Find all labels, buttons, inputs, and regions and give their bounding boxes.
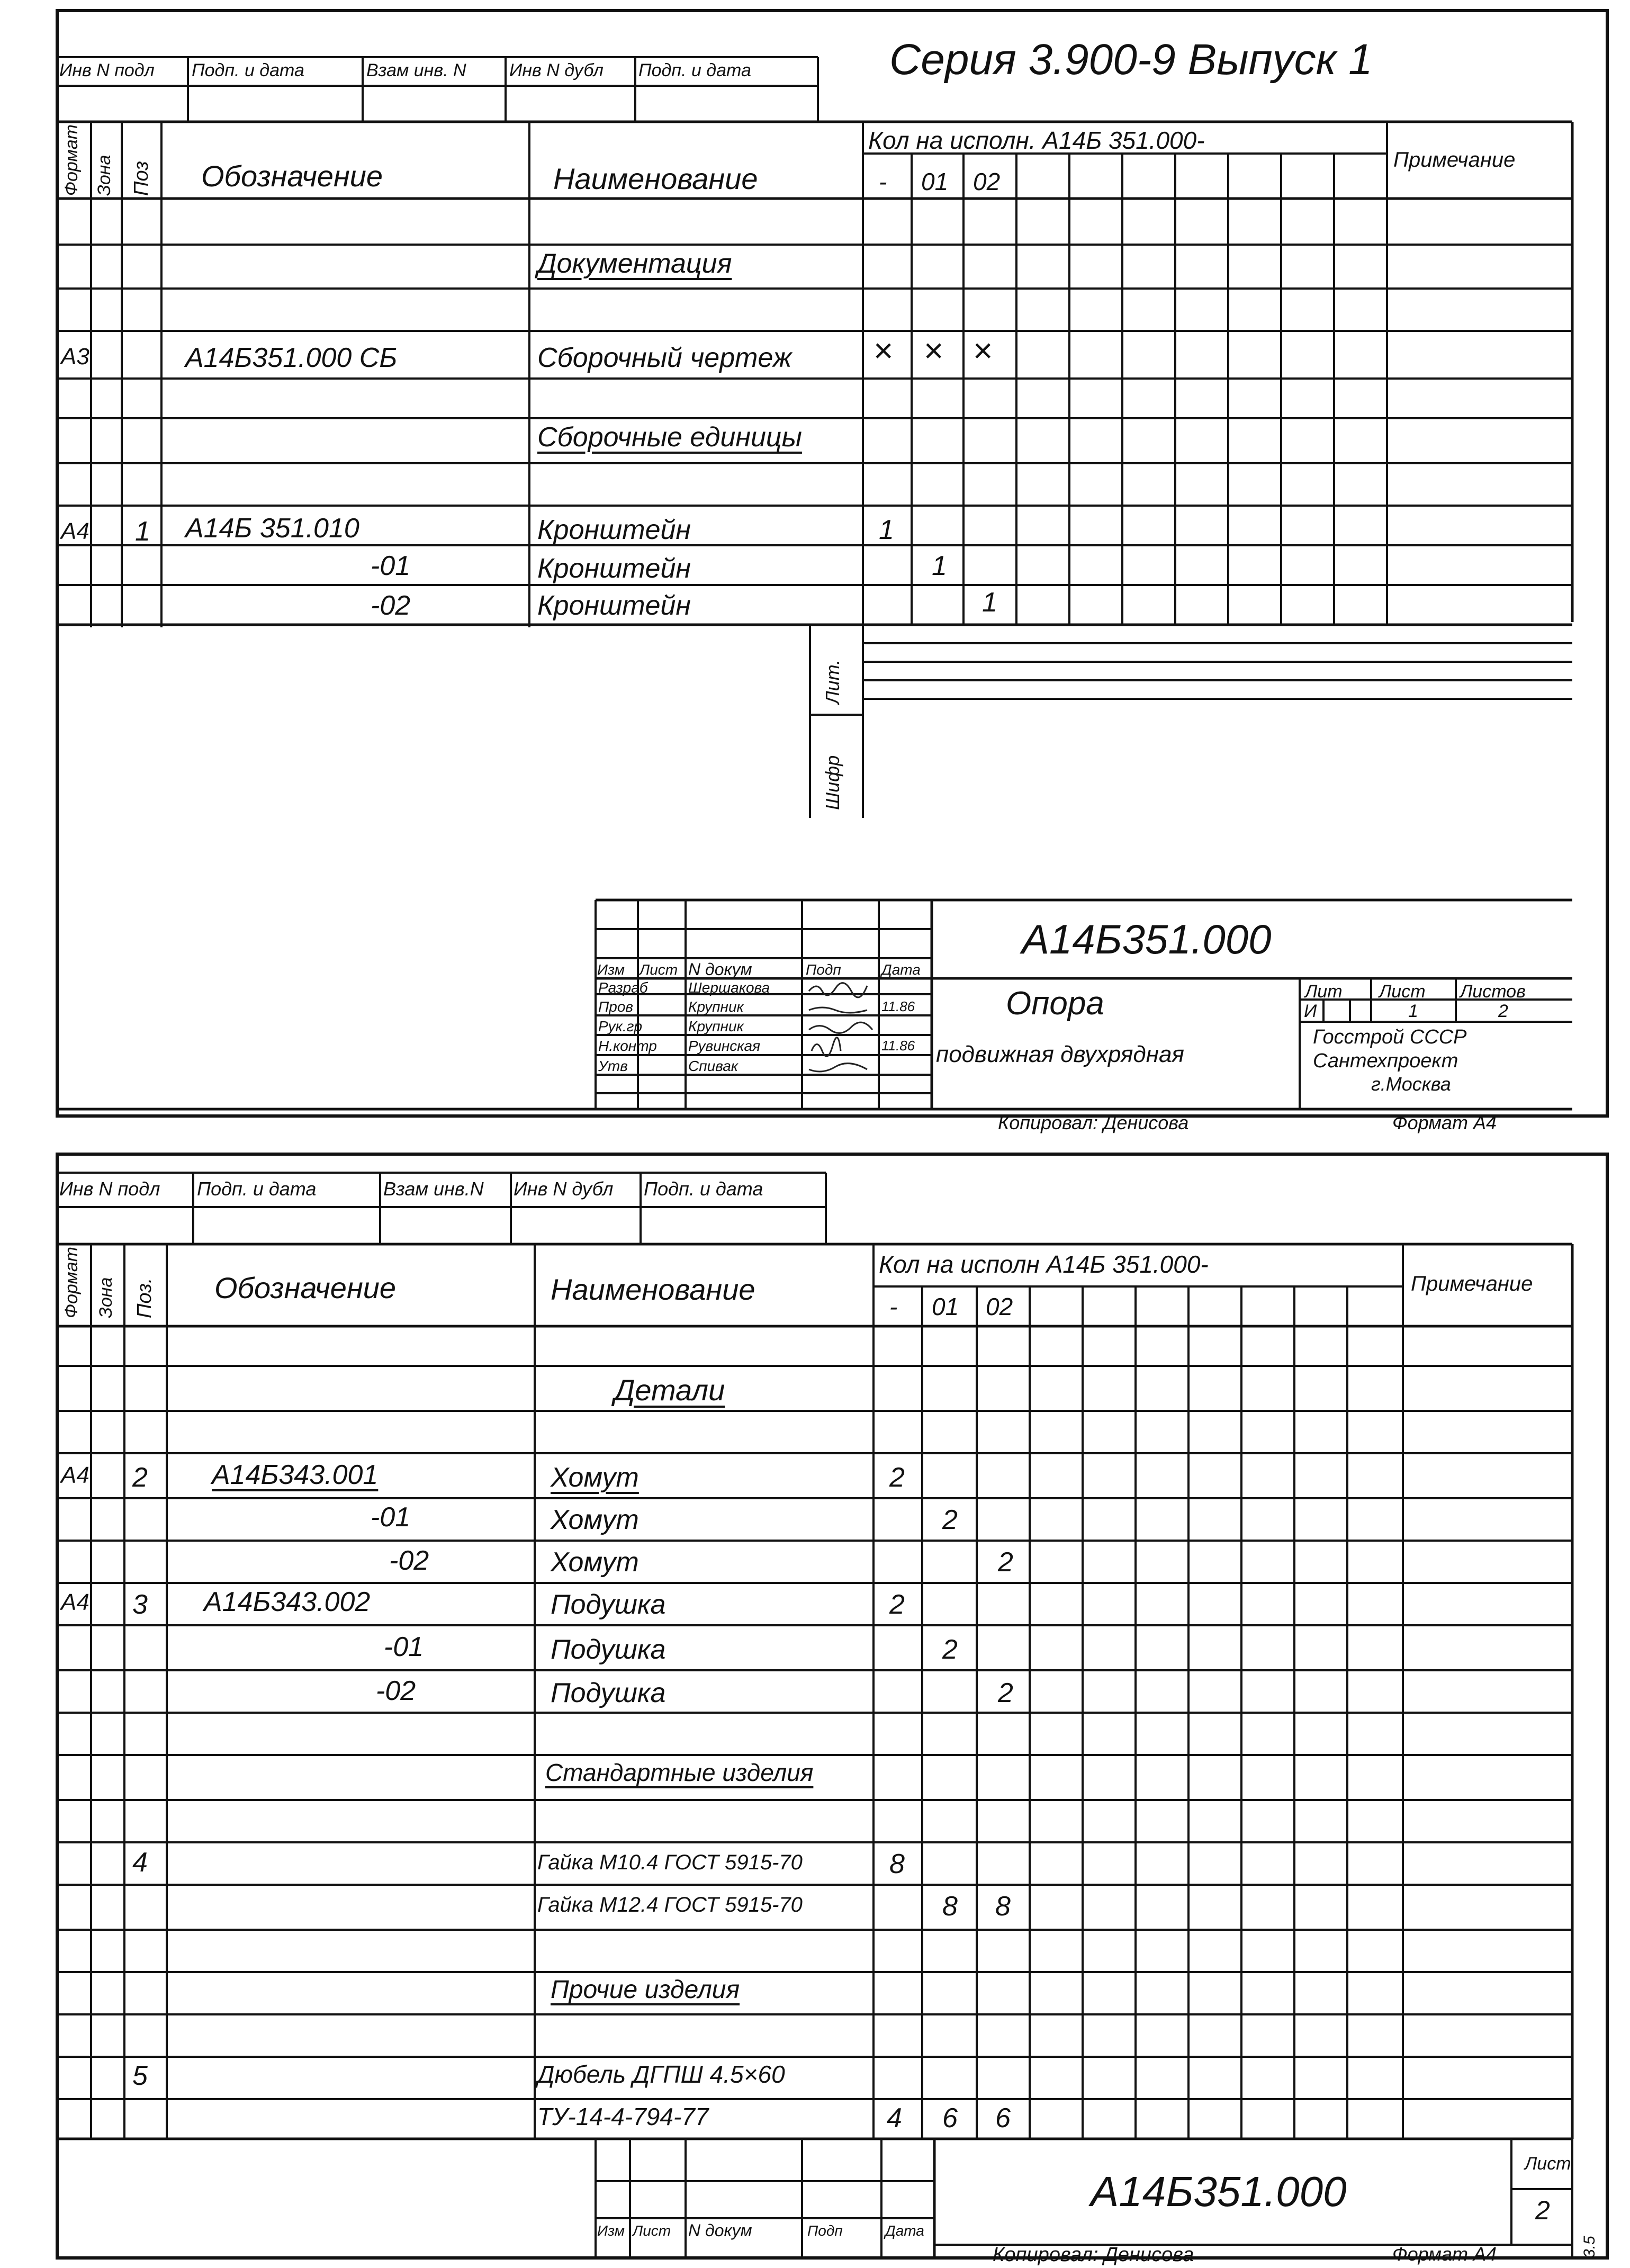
row-pos: 2 (132, 1462, 148, 1493)
exec-02: 02 (986, 1293, 1013, 1320)
tb-role: Утв (598, 1058, 628, 1074)
row-pos: 3 (132, 1589, 148, 1620)
stamp-header: Взам инв. N (366, 60, 466, 80)
qty-cell: 2 (998, 1547, 1013, 1578)
tb-header: Дата (885, 2222, 924, 2239)
row-name: Хомут (551, 1547, 639, 1578)
qty-cell: 4 (887, 2103, 902, 2134)
tb-role: Рук.гр (598, 1018, 643, 1034)
row-designation: А14Б343.002 (204, 1587, 371, 1617)
sheets-value: 2 (1498, 1001, 1508, 1021)
row-name: Гайка М12.4 ГОСТ 5915-70 (537, 1893, 803, 1916)
lit-header: Лит (1305, 982, 1343, 1002)
col-format: Формат (61, 1246, 82, 1318)
qty-cell: 6 (995, 2103, 1011, 2134)
row-format: А4 (61, 518, 89, 544)
tb-date: 11.86 (881, 998, 915, 1014)
lit-value: И (1304, 1001, 1317, 1021)
stamp-header: Инв N подл (59, 1178, 160, 1200)
page-mark: 3.5 (1581, 2236, 1598, 2258)
tb-header: Лист (633, 2222, 671, 2239)
tb-person: Рувинская (688, 1038, 761, 1054)
row-name: ТУ-14-4-794-77 (537, 2103, 709, 2130)
tb-header: Изм (597, 2222, 625, 2239)
qty-cell: 1 (932, 551, 947, 581)
sheet-header: Лист (1525, 2154, 1571, 2174)
format-label: Формат А4 (1392, 2243, 1497, 2265)
tb-header: N докум (688, 2221, 752, 2240)
col-designation: Обозначение (214, 1271, 397, 1304)
col-zone: Зона (96, 1277, 116, 1318)
tb-person: Крупник (688, 998, 744, 1015)
tb-date: 11.86 (881, 1038, 915, 1054)
tb-header: Лист (640, 961, 678, 978)
tb-header: Изм (597, 961, 625, 978)
qty-cell: 8 (889, 1849, 905, 1879)
col-qty: Кол на исполн А14Б 351.000- (879, 1250, 1209, 1278)
stamp-header: Подп. и дата (638, 60, 751, 80)
tb-person: Спивак (688, 1058, 738, 1074)
row-format: А4 (61, 1462, 89, 1488)
col-note: Примечание (1393, 148, 1516, 172)
row-designation: А14Б343.001 (212, 1460, 379, 1490)
qty-cell: 2 (942, 1634, 958, 1665)
exec-01: 01 (932, 1293, 959, 1320)
stamp-header: Взам инв.N (383, 1178, 484, 1200)
stamp-header: Подп. и дата (197, 1178, 317, 1200)
row-designation: -01 (384, 1632, 424, 1662)
tb-role: Пров (598, 998, 634, 1015)
qty-cell: × (873, 331, 894, 370)
tb-role: Разраб (598, 979, 648, 996)
org-2: Сантехпроект (1313, 1050, 1458, 1072)
col-pos: Поз (130, 161, 152, 196)
col-zone: Зона (94, 155, 114, 196)
col-qty: Кол на исполн. А14Б 351.000- (868, 127, 1205, 154)
copied-by: Копировал: Денисова (998, 1112, 1189, 1133)
qty-cell: 2 (889, 1589, 905, 1620)
lit-label: Лит. (822, 659, 843, 704)
row-designation: -02 (389, 1545, 429, 1576)
stamp-header: Инв N подл (59, 60, 155, 80)
tb-header: N докум (688, 960, 752, 979)
row-designation: -02 (376, 1676, 416, 1706)
section-heading: Сборочные единицы (537, 422, 802, 453)
row-name: Дюбель ДГПШ 4.5×60 (537, 2060, 785, 2088)
row-name: Сборочный чертеж (537, 343, 792, 373)
col-pos: Поз. (133, 1277, 156, 1318)
row-format: А4 (61, 1589, 89, 1615)
qty-cell: 2 (942, 1505, 958, 1535)
sheet-value: 2 (1535, 2195, 1550, 2225)
row-designation: -01 (371, 551, 411, 581)
row-name: Хомут (551, 1462, 639, 1493)
qty-cell: × (924, 331, 944, 370)
qty-cell: × (973, 331, 993, 370)
section-heading: Прочие изделия (551, 1976, 740, 2004)
col-note: Примечание (1411, 1272, 1533, 1295)
part-title: Опора (1006, 985, 1104, 1022)
qty-cell: 1 (879, 515, 894, 545)
doc-number: А14Б351.000 (1091, 2168, 1347, 2215)
exec-dash: - (879, 168, 887, 195)
row-name: Гайка М10.4 ГОСТ 5915-70 (537, 1851, 803, 1874)
col-designation: Обозначение (201, 159, 383, 193)
tb-header: Дата (881, 961, 921, 978)
exec-01: 01 (921, 168, 949, 195)
qty-cell: 6 (942, 2103, 958, 2134)
exec-dash: - (889, 1293, 898, 1320)
copied-by: Копировал: Денисова (993, 2244, 1194, 2266)
series-title: Серия 3.900-9 Выпуск 1 (889, 35, 1373, 84)
org-1: Госстрой СССР (1313, 1026, 1467, 1048)
stamp-header: Инв N дубл (514, 1178, 614, 1200)
row-format: А3 (61, 344, 89, 370)
row-name: Подушка (551, 1589, 666, 1620)
signature-marks (804, 979, 878, 1093)
row-designation: -02 (371, 590, 411, 621)
shifr-label: Шифр (822, 755, 843, 810)
qty-cell: 1 (982, 587, 997, 618)
tb-header: Подп (807, 2222, 843, 2239)
row-name: Хомут (551, 1505, 639, 1535)
sheet-header: Лист (1379, 982, 1426, 1002)
section-heading: Детали (614, 1373, 725, 1407)
part-subtitle: подвижная двухрядная (936, 1041, 1184, 1067)
exec-02: 02 (973, 168, 1001, 195)
row-name: Кронштейн (537, 515, 691, 545)
qty-cell: 2 (998, 1678, 1013, 1708)
stamp-header: Подп. и дата (644, 1178, 763, 1200)
doc-number: А14Б351.000 (1022, 916, 1272, 962)
row-designation: А14Б 351.010 (185, 513, 359, 544)
section-heading: Документация (537, 248, 732, 279)
col-name: Наименование (553, 162, 758, 195)
qty-cell: 8 (942, 1891, 958, 1922)
section-heading: Стандартные изделия (545, 1759, 814, 1786)
row-name: Кронштейн (537, 553, 691, 584)
stamp-header: Инв N дубл (509, 60, 604, 80)
sheets-header: Листов (1460, 982, 1526, 1002)
org-3: г.Москва (1371, 1073, 1451, 1095)
qty-cell: 2 (889, 1462, 905, 1493)
row-pos: 4 (132, 1847, 148, 1878)
col-name: Наименование (551, 1273, 755, 1306)
stamp-header: Подп. и дата (192, 60, 304, 80)
col-format: Формат (61, 124, 82, 196)
tb-person: Крупник (688, 1018, 744, 1034)
row-name: Подушка (551, 1634, 666, 1665)
format-label: Формат А4 (1392, 1112, 1497, 1133)
qty-cell: 8 (995, 1891, 1011, 1922)
row-designation: А14Б351.000 СБ (185, 343, 398, 373)
tb-role: Н.контр (598, 1038, 657, 1054)
tb-person: Шершакова (688, 979, 770, 996)
row-name: Подушка (551, 1678, 666, 1708)
row-pos: 5 (132, 2060, 148, 2091)
sheet-value: 1 (1408, 1001, 1418, 1021)
row-pos: 1 (135, 516, 150, 547)
row-designation: -01 (371, 1502, 411, 1533)
row-name: Кронштейн (537, 590, 691, 621)
tb-header: Подп (806, 961, 841, 978)
